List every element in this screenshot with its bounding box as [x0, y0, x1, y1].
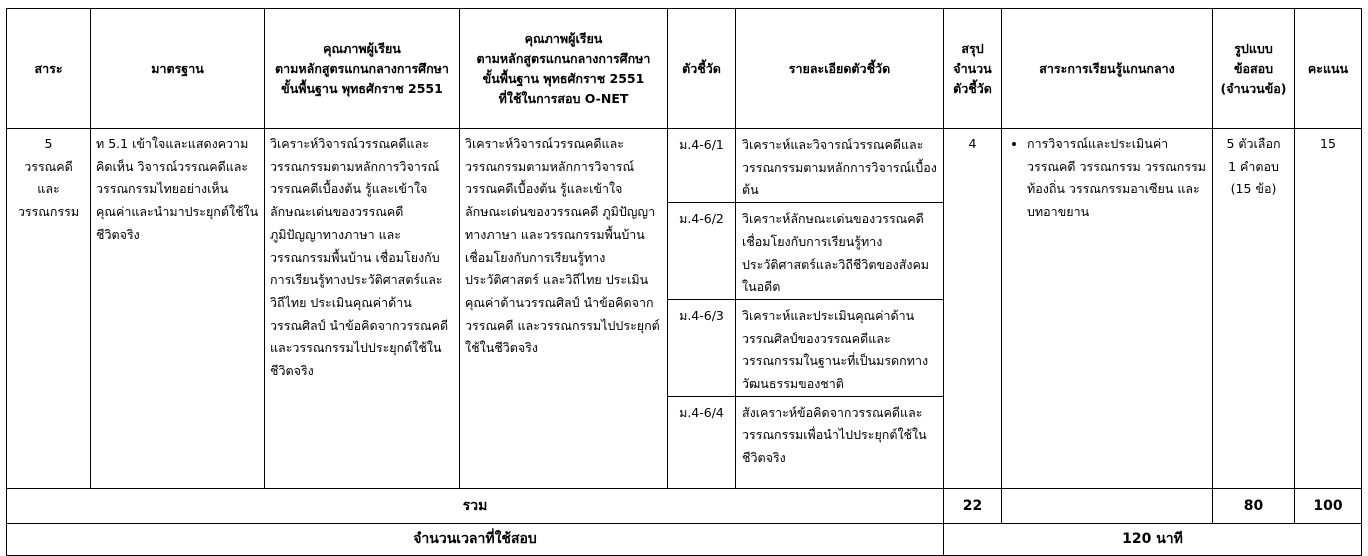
- standard-text: ท 5.1 เข้าใจและแสดงความคิดเห็น วิจารณ์วรรณคดีและวรรณกรรมไทยอย่างเห็นคุณค่าและนำมาประยุกต์ใช้ในชีวิตจริง: [96, 136, 259, 242]
- subject-name-3: วรรณกรรม: [17, 204, 80, 220]
- indicator-detail-4: สังเคราะห์ข้อคิดจากวรรณคดีและวรรณกรรมเพื่อนำไปประยุกต์ใช้ในชีวิตจริง: [736, 396, 944, 488]
- indicator-code-2: ม.4-6/2: [668, 203, 736, 300]
- onet-quality-text: วิเคราะห์วิจารณ์วรรณคดีและวรรณกรรมตามหลักการวิจารณ์วรรณคดีเบื้องต้น รู้และเข้าใจลักษณะเด่นของวรรณคดี ภูมิปัญญาทางภาษา และวรรณกรรมพื้นบ้านเชื่อมโยงกับการเรียนรู้ทางประวัติศาสตร์ และวิถีไทย ประเมินคุณค่าด้านวรรณศิลป์ นำข้อคิดจากวรรณคดี และวรรณกรรมไปประยุกต์ใช้ในชีวิตจริง: [465, 136, 660, 356]
- header-format: รูปแบบ ข้อสอบ (จำนวนข้อ): [1213, 9, 1295, 129]
- exam-blueprint-table: [6, 8, 1362, 556]
- total-score: 100: [1295, 488, 1362, 523]
- header-indicator: ตัวชี้วัด: [668, 9, 736, 129]
- indicator-code-3: ม.4-6/3: [668, 299, 736, 396]
- format-answer: 1 คำตอบ: [1228, 158, 1279, 174]
- total-label: รวม: [7, 488, 944, 523]
- format-choices: 5 ตัวเลือก: [1226, 136, 1281, 151]
- header-row: [7, 9, 1362, 129]
- format-cell: [1213, 129, 1295, 489]
- score-value: 15: [1320, 136, 1336, 151]
- core-content-list: [1007, 133, 1207, 224]
- summary-count: 4: [968, 136, 977, 151]
- time-row: [7, 523, 1362, 555]
- header-standard: มาตรฐาน: [91, 9, 265, 129]
- score-cell: [1295, 129, 1362, 489]
- header-summary: สรุป จำนวน ตัวชี้วัด: [944, 9, 1002, 129]
- quality-cell: [265, 129, 460, 489]
- summary-count-cell: [944, 129, 1002, 489]
- format-count: (15 ข้อ): [1230, 181, 1277, 197]
- indicator-code-1: ม.4-6/1: [668, 129, 736, 203]
- time-label: จำนวนเวลาที่ใช้สอบ: [7, 523, 944, 555]
- subject-number: 5: [44, 136, 53, 151]
- indicator-detail-1: วิเคราะห์และวิจารณ์วรรณคดีและวรรณกรรมตามหลักการวิจารณ์เบื้องต้น: [736, 129, 944, 203]
- subject-name-1: วรรณคดี: [24, 158, 73, 174]
- indicator-code-4: ม.4-6/4: [668, 396, 736, 488]
- subject-name-2: และ: [37, 181, 60, 197]
- total-questions: 80: [1213, 488, 1295, 523]
- header-indicator-detail: รายละเอียดตัวชี้วัด: [736, 9, 944, 129]
- header-onet-quality: คุณภาพผู้เรียน ตามหลักสูตรแกนกลางการศึกษา ขั้นพื้นฐาน พุทธศักราช 2551 ที่ใช้ในการสอบ O-NET: [460, 9, 668, 129]
- content-row: [7, 129, 1362, 203]
- total-indicators: 22: [944, 488, 1002, 523]
- indicator-detail-2: วิเคราะห์ลักษณะเด่นของวรรณคดีเชื่อมโยงกับการเรียนรู้ทางประวัติศาสตร์และวิถีชีวิตของสังคมในอดีต: [736, 203, 944, 300]
- standard-cell: [91, 129, 265, 489]
- header-quality: คุณภาพผู้เรียน ตามหลักสูตรแกนกลางการศึกษา ขั้นพื้นฐาน พุทธศักราช 2551: [265, 9, 460, 129]
- quality-text: วิเคราะห์วิจารณ์วรรณคดีและวรรณกรรมตามหลักการวิจารณ์วรรณคดีเบื้องต้น รู้และเข้าใจลักษณะเด่นของวรรณคดี ภูมิปัญญาทางภาษา และวรรณกรรมพื้นบ้าน เชื่อมโยงกับการเรียนรู้ทางประวัติศาสตร์และวิถีไทย ประเมินคุณค่าด้านวรรณศิลป์ นำข้อคิดจากวรรณคดี และวรรณกรรมไปประยุกต์ใช้ในชีวิตจริง: [270, 136, 449, 379]
- time-value: 120 นาที: [944, 523, 1362, 555]
- core-content-cell: [1002, 129, 1213, 489]
- onet-quality-cell: [460, 129, 668, 489]
- subject-cell: [7, 129, 91, 489]
- total-core-content-empty: [1002, 488, 1213, 523]
- indicator-detail-3: วิเคราะห์และประเมินคุณค่าด้านวรรณศิลป์ของวรรณคดีและวรรณกรรมในฐานะที่เป็นมรดกทางวัฒนธรรมของชาติ: [736, 299, 944, 396]
- header-subject: สาระ: [7, 9, 91, 129]
- header-core-content: สาระการเรียนรู้แกนกลาง: [1002, 9, 1213, 129]
- core-content-item: • การวิจารณ์และประเมินค่าวรรณคดี วรรณกรรม วรรณกรรมท้องถิ่น วรรณกรรมอาเซียน และบทอาขยาน: [1027, 133, 1207, 224]
- total-row: [7, 488, 1362, 523]
- header-score: คะแนน: [1295, 9, 1362, 129]
